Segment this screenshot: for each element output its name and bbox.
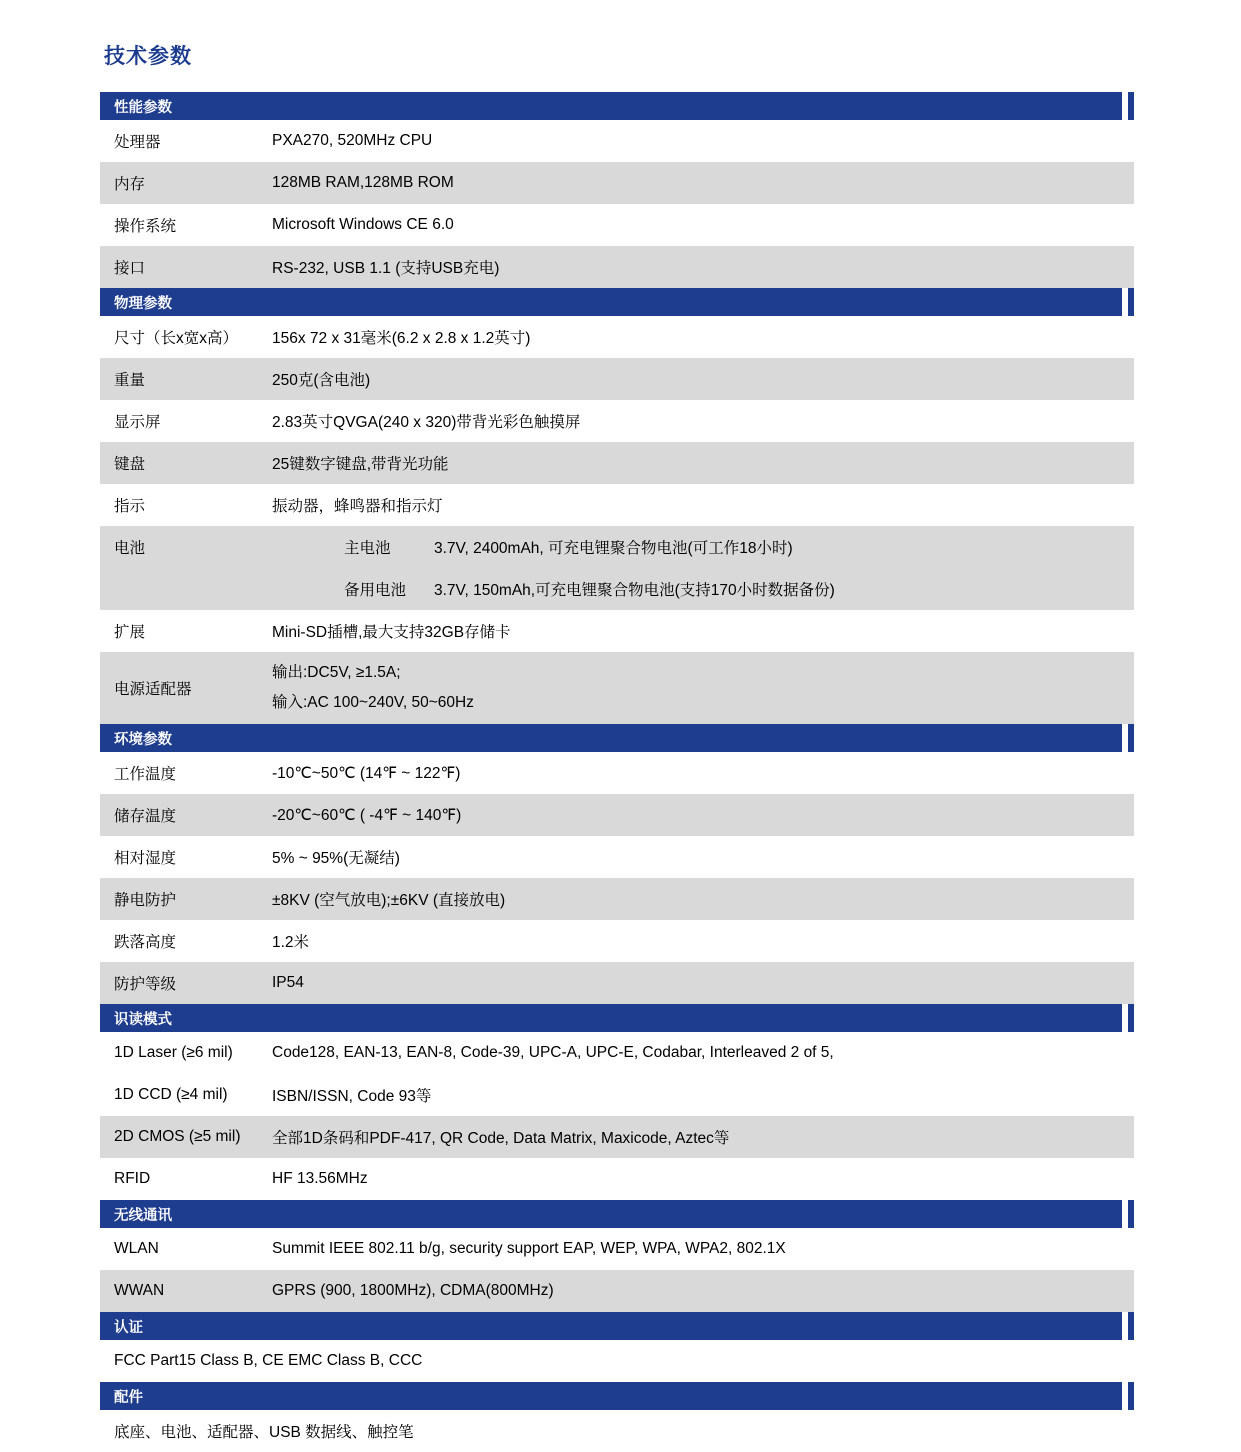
spec-value: ISBN/ISSN, Code 93等 xyxy=(272,1088,432,1106)
spec-value: 128MB RAM,128MB ROM xyxy=(272,162,1134,204)
spec-value: 3.7V, 150mAh,可充电锂聚合物电池(支持170小时数据备份) xyxy=(434,568,1134,610)
table-row xyxy=(100,400,1134,442)
spec-label: 静电防护 xyxy=(100,878,272,920)
spec-value: HF 13.56MHz xyxy=(272,1170,368,1188)
table-row xyxy=(100,878,1134,920)
section-heading: 识读模式 xyxy=(100,1004,1134,1032)
spec-sublabel: 主电池 xyxy=(272,526,434,568)
section-header-row xyxy=(100,288,1134,316)
spec-label: 键盘 xyxy=(100,442,272,484)
spec-label: 电源适配器 xyxy=(100,652,272,724)
section-endcap xyxy=(1122,1312,1134,1340)
section-heading: 无线通讯 xyxy=(100,1200,1134,1228)
spec-value: RS-232, USB 1.1 (支持USB充电) xyxy=(272,246,1134,288)
spec-value: 250克(含电池) xyxy=(272,358,1134,400)
section-endcap xyxy=(1122,724,1134,752)
table-row xyxy=(100,1228,1134,1270)
spec-label: 尺寸（长x宽x高） xyxy=(114,330,239,347)
table-row xyxy=(100,162,1134,204)
spec-value: 5% ~ 95%(无凝结) xyxy=(272,850,400,868)
spec-value: ±8KV (空气放电);±6KV (直接放电) xyxy=(272,878,1134,920)
table-row xyxy=(100,246,1134,288)
spec-value: 振动器，蜂鸣器和指示灯 xyxy=(272,498,443,515)
table-row xyxy=(100,316,1134,358)
table-row xyxy=(100,1074,1134,1116)
table-row xyxy=(100,752,1134,794)
table-row xyxy=(100,1032,1134,1074)
spec-value: Mini-SD插槽,最大支持32GB存储卡 xyxy=(272,624,511,641)
section-header-row xyxy=(100,1200,1134,1228)
spec-value: Microsoft Windows CE 6.0 xyxy=(272,216,454,233)
spec-full-value: 底座、电池、适配器、USB 数据线、触控笔 xyxy=(114,1424,414,1442)
table-row xyxy=(100,442,1134,484)
spec-value: -20℃~60℃ ( -4℉ ~ 140℉) xyxy=(272,794,1134,836)
table-row xyxy=(100,920,1134,962)
spec-value: GPRS (900, 1800MHz), CDMA(800MHz) xyxy=(272,1270,1134,1312)
table-row xyxy=(100,204,1134,246)
spec-value: 2.83英寸QVGA(240 x 320)带背光彩色触摸屏 xyxy=(272,414,581,431)
spec-label: 工作温度 xyxy=(114,766,177,784)
spec-label: 操作系统 xyxy=(114,218,177,235)
table-row xyxy=(100,1158,1134,1200)
section-heading: 性能参数 xyxy=(100,92,1134,120)
spec-value: 3.7V, 2400mAh, 可充电锂聚合物电池(可工作18小时) xyxy=(434,526,1134,568)
table-row xyxy=(100,568,1134,610)
spec-value: 156x 72 x 31毫米(6.2 x 2.8 x 1.2英寸) xyxy=(272,330,531,347)
section-header-row xyxy=(100,92,1134,120)
section-header-row xyxy=(100,724,1134,752)
spec-label: 内存 xyxy=(100,162,272,204)
table-row xyxy=(100,1340,1134,1382)
table-row xyxy=(100,610,1134,652)
table-row xyxy=(100,1116,1134,1158)
table-row xyxy=(100,1270,1134,1312)
spec-label: 1D CCD (≥4 mil) xyxy=(114,1086,228,1104)
section-heading: 配件 xyxy=(100,1382,1134,1410)
spec-value: 1.2米 xyxy=(272,934,310,952)
spec-value: PXA270, 520MHz CPU xyxy=(272,132,433,149)
page-title: 技术参数 xyxy=(104,45,192,68)
spec-label: 重量 xyxy=(100,358,272,400)
spec-value: 全部1D条码和PDF-417, QR Code, Data Matrix, Maxicode, Aztec等 xyxy=(272,1116,1134,1158)
table-row xyxy=(100,526,1134,568)
spec-full-value: FCC Part15 Class B, CE EMC Class B, CCC xyxy=(114,1352,423,1370)
spec-label: 接口 xyxy=(100,246,272,288)
table-row xyxy=(100,652,1134,724)
spec-label: 电池 xyxy=(100,526,272,568)
spec-label: WLAN xyxy=(114,1240,159,1258)
spec-label: 1D Laser (≥6 mil) xyxy=(114,1044,233,1062)
spec-value: -10℃~50℃ (14℉ ~ 122℉) xyxy=(272,764,461,782)
section-heading: 物理参数 xyxy=(100,288,1134,316)
spec-sublabel: 备用电池 xyxy=(272,568,434,610)
table-row xyxy=(100,836,1134,878)
spec-label: 指示 xyxy=(114,498,146,515)
spec-label xyxy=(100,568,272,610)
section-heading: 环境参数 xyxy=(100,724,1134,752)
spec-value xyxy=(272,652,1134,724)
spec-value: Code128, EAN-13, EAN-8, Code-39, UPC-A, UPC-E, Codabar, Interleaved 2 of 5, xyxy=(272,1044,834,1062)
spec-value-line-2: 输入:AC 100~240V, 50~60Hz xyxy=(272,694,474,712)
spec-label: 储存温度 xyxy=(100,794,272,836)
spec-label: 防护等级 xyxy=(100,962,272,1004)
spec-label: 2D CMOS (≥5 mil) xyxy=(100,1116,272,1158)
spec-value: 25键数字键盘,带背光功能 xyxy=(272,442,1134,484)
table-row xyxy=(100,962,1134,1004)
spec-label: RFID xyxy=(114,1170,151,1188)
spec-label: 处理器 xyxy=(114,134,161,151)
spec-label: 跌落高度 xyxy=(114,934,177,952)
section-endcap xyxy=(1122,1004,1134,1032)
table-row xyxy=(100,1410,1134,1452)
spec-value-line-1: 输出:DC5V, ≥1.5A; xyxy=(272,664,401,681)
spec-label: 显示屏 xyxy=(114,414,161,431)
spec-label: 扩展 xyxy=(114,624,146,641)
specifications-table xyxy=(100,92,1134,1452)
table-row xyxy=(100,794,1134,836)
section-endcap xyxy=(1122,1382,1134,1410)
section-endcap xyxy=(1122,1200,1134,1228)
table-row xyxy=(100,358,1134,400)
section-header-row xyxy=(100,1312,1134,1340)
section-endcap xyxy=(1122,288,1134,316)
section-header-row xyxy=(100,1382,1134,1410)
spec-value: Summit IEEE 802.11 b/g, security support EAP, WEP, WPA, WPA2, 802.1X xyxy=(272,1240,786,1258)
section-header-row xyxy=(100,1004,1134,1032)
table-row xyxy=(100,484,1134,526)
table-row xyxy=(100,120,1134,162)
spec-value: IP54 xyxy=(272,962,1134,1004)
section-endcap xyxy=(1122,92,1134,120)
spec-label: WWAN xyxy=(100,1270,272,1312)
section-heading: 认证 xyxy=(100,1312,1134,1340)
spec-label: 相对湿度 xyxy=(114,850,177,868)
